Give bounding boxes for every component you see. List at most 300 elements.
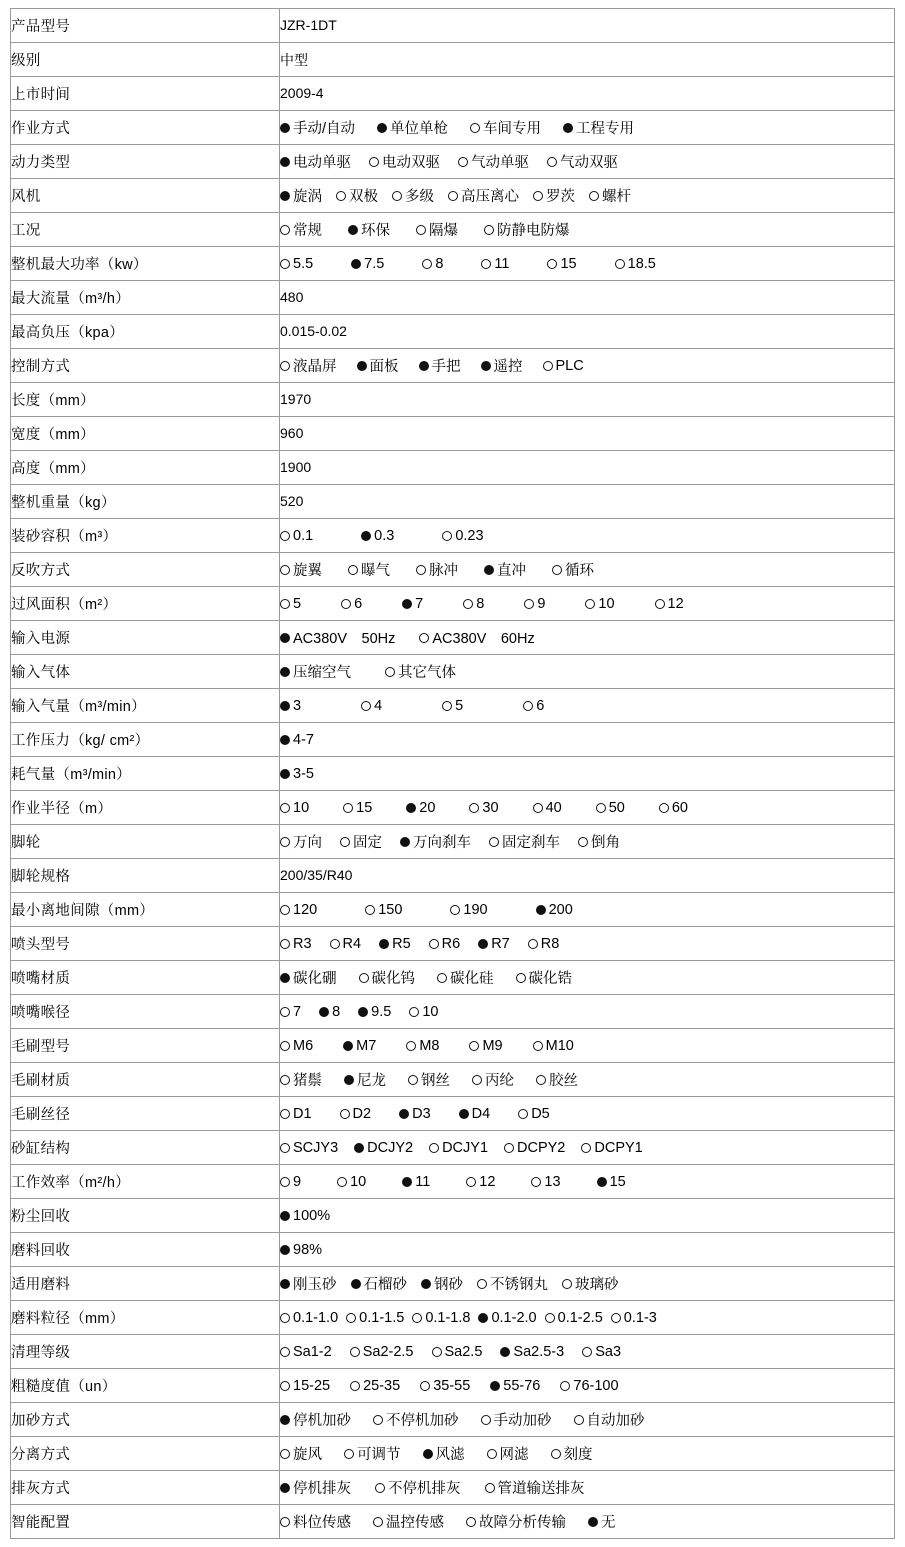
option-item[interactable] — [350, 1344, 414, 1360]
option-item[interactable] — [385, 661, 456, 682]
radio-unselected-icon[interactable] — [280, 1109, 290, 1119]
radio-selected-icon[interactable] — [478, 1313, 488, 1323]
option-item[interactable] — [348, 559, 390, 580]
option-item[interactable] — [432, 1344, 483, 1360]
radio-unselected-icon[interactable] — [533, 803, 543, 813]
option-item[interactable] — [350, 1378, 400, 1394]
radio-selected-icon[interactable] — [377, 123, 387, 133]
option-item[interactable] — [369, 151, 440, 172]
radio-selected-icon[interactable] — [419, 361, 429, 371]
option-item[interactable] — [344, 1443, 401, 1464]
radio-unselected-icon[interactable] — [518, 1109, 528, 1119]
option-item[interactable] — [280, 151, 351, 172]
option-item[interactable] — [489, 831, 560, 852]
radio-selected-icon[interactable] — [343, 1041, 353, 1051]
option-item[interactable] — [406, 800, 435, 816]
radio-selected-icon[interactable] — [402, 599, 412, 609]
option-item[interactable] — [280, 1140, 338, 1156]
option-item[interactable] — [596, 800, 625, 816]
option-item[interactable] — [280, 528, 313, 544]
option-item[interactable] — [377, 117, 448, 138]
option-item[interactable] — [280, 1409, 351, 1430]
radio-unselected-icon[interactable] — [280, 225, 290, 235]
option-item[interactable] — [359, 967, 416, 988]
radio-unselected-icon[interactable] — [524, 599, 534, 609]
option-item[interactable] — [280, 627, 395, 648]
option-item[interactable] — [504, 1140, 565, 1156]
radio-unselected-icon[interactable] — [392, 191, 402, 201]
option-item[interactable] — [611, 1310, 657, 1326]
option-item[interactable] — [399, 1106, 431, 1122]
option-item[interactable] — [481, 256, 509, 272]
radio-unselected-icon[interactable] — [442, 701, 452, 711]
radio-unselected-icon[interactable] — [406, 1041, 416, 1051]
option-item[interactable] — [470, 117, 541, 138]
radio-unselected-icon[interactable] — [450, 905, 460, 915]
option-item[interactable] — [523, 698, 544, 714]
option-item[interactable] — [357, 355, 399, 376]
option-item[interactable] — [552, 559, 594, 580]
option-item[interactable] — [330, 936, 362, 952]
radio-unselected-icon[interactable] — [536, 1075, 546, 1085]
radio-unselected-icon[interactable] — [484, 225, 494, 235]
radio-selected-icon[interactable] — [280, 701, 290, 711]
radio-unselected-icon[interactable] — [348, 565, 358, 575]
radio-selected-icon[interactable] — [484, 565, 494, 575]
option-item[interactable] — [280, 256, 313, 272]
option-item[interactable] — [361, 698, 382, 714]
option-item[interactable] — [341, 596, 362, 612]
radio-unselected-icon[interactable] — [280, 905, 290, 915]
radio-selected-icon[interactable] — [354, 1143, 364, 1153]
option-item[interactable] — [337, 1174, 366, 1190]
option-item[interactable] — [597, 1174, 626, 1190]
option-item[interactable] — [478, 1310, 536, 1326]
option-item[interactable] — [429, 1140, 488, 1156]
radio-unselected-icon[interactable] — [523, 701, 533, 711]
radio-selected-icon[interactable] — [402, 1177, 412, 1187]
radio-unselected-icon[interactable] — [373, 1517, 383, 1527]
radio-unselected-icon[interactable] — [659, 803, 669, 813]
radio-unselected-icon[interactable] — [437, 973, 447, 983]
radio-unselected-icon[interactable] — [412, 1313, 422, 1323]
radio-unselected-icon[interactable] — [375, 1483, 385, 1493]
radio-selected-icon[interactable] — [280, 667, 290, 677]
radio-selected-icon[interactable] — [280, 735, 290, 745]
option-item[interactable] — [466, 1174, 495, 1190]
radio-unselected-icon[interactable] — [458, 157, 468, 167]
radio-unselected-icon[interactable] — [442, 531, 452, 541]
radio-selected-icon[interactable] — [348, 225, 358, 235]
radio-selected-icon[interactable] — [500, 1347, 510, 1357]
radio-unselected-icon[interactable] — [280, 1517, 290, 1527]
radio-unselected-icon[interactable] — [280, 531, 290, 541]
option-item[interactable] — [481, 355, 523, 376]
option-item[interactable] — [429, 936, 461, 952]
radio-unselected-icon[interactable] — [585, 599, 595, 609]
option-item[interactable] — [659, 800, 688, 816]
radio-unselected-icon[interactable] — [408, 1075, 418, 1085]
option-item[interactable] — [280, 117, 355, 138]
option-item[interactable] — [344, 1069, 386, 1090]
option-item[interactable] — [419, 627, 534, 648]
radio-selected-icon[interactable] — [344, 1075, 354, 1085]
radio-unselected-icon[interactable] — [560, 1381, 570, 1391]
option-item[interactable] — [280, 831, 322, 852]
radio-unselected-icon[interactable] — [280, 1381, 290, 1391]
option-item[interactable] — [280, 732, 314, 748]
radio-selected-icon[interactable] — [280, 1415, 290, 1425]
radio-unselected-icon[interactable] — [420, 1381, 430, 1391]
radio-selected-icon[interactable] — [351, 259, 361, 269]
option-item[interactable] — [585, 596, 614, 612]
radio-unselected-icon[interactable] — [481, 1415, 491, 1425]
option-item[interactable] — [402, 596, 423, 612]
radio-unselected-icon[interactable] — [330, 939, 340, 949]
option-item[interactable] — [280, 1242, 322, 1258]
radio-unselected-icon[interactable] — [466, 1177, 476, 1187]
option-item[interactable] — [500, 1344, 564, 1360]
option-item[interactable] — [481, 1409, 552, 1430]
option-item[interactable] — [524, 596, 545, 612]
radio-unselected-icon[interactable] — [596, 803, 606, 813]
option-item[interactable] — [551, 1443, 593, 1464]
option-item[interactable] — [340, 1106, 372, 1122]
radio-selected-icon[interactable] — [400, 837, 410, 847]
option-item[interactable] — [484, 219, 570, 240]
option-item[interactable] — [280, 219, 322, 240]
radio-unselected-icon[interactable] — [280, 1041, 290, 1051]
option-item[interactable] — [615, 256, 656, 272]
option-item[interactable] — [280, 661, 351, 682]
option-item[interactable] — [420, 1378, 470, 1394]
radio-unselected-icon[interactable] — [429, 939, 439, 949]
radio-unselected-icon[interactable] — [280, 803, 290, 813]
radio-selected-icon[interactable] — [280, 123, 290, 133]
option-item[interactable] — [402, 1174, 430, 1190]
option-item[interactable] — [280, 800, 309, 816]
option-item[interactable] — [280, 1174, 301, 1190]
option-item[interactable] — [280, 698, 301, 714]
option-item[interactable] — [319, 1004, 340, 1020]
radio-selected-icon[interactable] — [406, 803, 416, 813]
radio-unselected-icon[interactable] — [562, 1279, 572, 1289]
radio-unselected-icon[interactable] — [472, 1075, 482, 1085]
option-item[interactable] — [280, 1344, 332, 1360]
radio-selected-icon[interactable] — [459, 1109, 469, 1119]
option-item[interactable] — [280, 1106, 312, 1122]
option-item[interactable] — [533, 185, 575, 206]
radio-unselected-icon[interactable] — [469, 803, 479, 813]
radio-unselected-icon[interactable] — [551, 1449, 561, 1459]
radio-unselected-icon[interactable] — [280, 1347, 290, 1357]
option-item[interactable] — [340, 831, 382, 852]
radio-unselected-icon[interactable] — [533, 191, 543, 201]
option-item[interactable] — [484, 559, 526, 580]
radio-unselected-icon[interactable] — [280, 1449, 290, 1459]
option-item[interactable] — [416, 559, 458, 580]
radio-unselected-icon[interactable] — [373, 1415, 383, 1425]
option-item[interactable] — [423, 1443, 465, 1464]
option-item[interactable] — [547, 256, 576, 272]
radio-unselected-icon[interactable] — [280, 361, 290, 371]
radio-unselected-icon[interactable] — [340, 1109, 350, 1119]
radio-unselected-icon[interactable] — [655, 599, 665, 609]
radio-unselected-icon[interactable] — [574, 1415, 584, 1425]
radio-selected-icon[interactable] — [280, 157, 290, 167]
option-item[interactable] — [280, 967, 337, 988]
radio-unselected-icon[interactable] — [385, 667, 395, 677]
option-item[interactable] — [578, 831, 620, 852]
radio-selected-icon[interactable] — [280, 1245, 290, 1255]
option-item[interactable] — [442, 528, 483, 544]
radio-unselected-icon[interactable] — [531, 1177, 541, 1187]
radio-unselected-icon[interactable] — [528, 939, 538, 949]
radio-unselected-icon[interactable] — [589, 191, 599, 201]
radio-unselected-icon[interactable] — [432, 1347, 442, 1357]
radio-selected-icon[interactable] — [358, 1007, 368, 1017]
option-item[interactable] — [336, 185, 378, 206]
option-item[interactable] — [412, 1310, 470, 1326]
radio-unselected-icon[interactable] — [487, 1449, 497, 1459]
option-item[interactable] — [280, 1069, 322, 1090]
option-item[interactable] — [485, 1477, 585, 1498]
option-item[interactable] — [574, 1409, 645, 1430]
radio-unselected-icon[interactable] — [448, 191, 458, 201]
radio-unselected-icon[interactable] — [477, 1279, 487, 1289]
option-item[interactable] — [280, 185, 322, 206]
option-item[interactable] — [477, 1273, 548, 1294]
radio-unselected-icon[interactable] — [545, 1313, 555, 1323]
option-item[interactable] — [562, 1273, 619, 1294]
radio-unselected-icon[interactable] — [343, 803, 353, 813]
radio-unselected-icon[interactable] — [280, 1313, 290, 1323]
option-item[interactable] — [280, 902, 317, 918]
radio-unselected-icon[interactable] — [416, 225, 426, 235]
option-item[interactable] — [560, 1378, 618, 1394]
radio-selected-icon[interactable] — [536, 905, 546, 915]
option-item[interactable] — [589, 185, 631, 206]
option-item[interactable] — [582, 1344, 621, 1360]
option-item[interactable] — [280, 1004, 301, 1020]
option-item[interactable] — [416, 219, 458, 240]
radio-selected-icon[interactable] — [481, 361, 491, 371]
radio-unselected-icon[interactable] — [422, 259, 432, 269]
radio-unselected-icon[interactable] — [280, 259, 290, 269]
option-item[interactable] — [280, 1477, 351, 1498]
option-item[interactable] — [563, 117, 634, 138]
radio-unselected-icon[interactable] — [416, 565, 426, 575]
option-item[interactable] — [280, 1378, 330, 1394]
radio-unselected-icon[interactable] — [280, 837, 290, 847]
radio-unselected-icon[interactable] — [365, 905, 375, 915]
radio-unselected-icon[interactable] — [469, 1041, 479, 1051]
radio-selected-icon[interactable] — [588, 1517, 598, 1527]
radio-selected-icon[interactable] — [280, 1211, 290, 1221]
option-item[interactable] — [280, 1038, 313, 1054]
radio-unselected-icon[interactable] — [280, 1075, 290, 1085]
radio-unselected-icon[interactable] — [463, 599, 473, 609]
option-item[interactable] — [450, 902, 487, 918]
radio-unselected-icon[interactable] — [547, 157, 557, 167]
radio-selected-icon[interactable] — [280, 769, 290, 779]
option-item[interactable] — [536, 1069, 578, 1090]
radio-unselected-icon[interactable] — [419, 633, 429, 643]
option-item[interactable] — [472, 1069, 514, 1090]
option-item[interactable] — [478, 936, 510, 952]
radio-selected-icon[interactable] — [357, 361, 367, 371]
option-item[interactable] — [581, 1140, 642, 1156]
option-item[interactable] — [487, 1443, 529, 1464]
option-item[interactable] — [280, 1443, 322, 1464]
option-item[interactable] — [419, 355, 461, 376]
option-item[interactable] — [280, 596, 301, 612]
radio-selected-icon[interactable] — [280, 633, 290, 643]
option-item[interactable] — [358, 1004, 391, 1020]
option-item[interactable] — [448, 185, 519, 206]
option-item[interactable] — [469, 800, 498, 816]
option-item[interactable] — [545, 1310, 603, 1326]
radio-unselected-icon[interactable] — [578, 837, 588, 847]
radio-unselected-icon[interactable] — [615, 259, 625, 269]
radio-selected-icon[interactable] — [379, 939, 389, 949]
option-item[interactable] — [379, 936, 411, 952]
option-item[interactable] — [516, 967, 573, 988]
option-item[interactable] — [343, 1038, 376, 1054]
option-item[interactable] — [531, 1174, 560, 1190]
radio-unselected-icon[interactable] — [466, 1517, 476, 1527]
option-item[interactable] — [351, 1273, 408, 1294]
option-item[interactable] — [400, 831, 471, 852]
option-item[interactable] — [343, 800, 372, 816]
radio-selected-icon[interactable] — [478, 939, 488, 949]
radio-unselected-icon[interactable] — [470, 123, 480, 133]
radio-unselected-icon[interactable] — [280, 1177, 290, 1187]
radio-selected-icon[interactable] — [319, 1007, 329, 1017]
radio-unselected-icon[interactable] — [280, 939, 290, 949]
option-item[interactable] — [533, 800, 562, 816]
radio-unselected-icon[interactable] — [582, 1347, 592, 1357]
radio-unselected-icon[interactable] — [369, 157, 379, 167]
option-item[interactable] — [354, 1140, 413, 1156]
radio-unselected-icon[interactable] — [280, 1007, 290, 1017]
radio-unselected-icon[interactable] — [350, 1347, 360, 1357]
radio-selected-icon[interactable] — [490, 1381, 500, 1391]
radio-unselected-icon[interactable] — [485, 1483, 495, 1493]
option-item[interactable] — [409, 1004, 438, 1020]
radio-unselected-icon[interactable] — [547, 259, 557, 269]
radio-selected-icon[interactable] — [597, 1177, 607, 1187]
option-item[interactable] — [442, 698, 463, 714]
option-item[interactable] — [466, 1511, 566, 1532]
option-item[interactable] — [280, 1310, 338, 1326]
option-item[interactable] — [280, 1273, 337, 1294]
option-item[interactable] — [459, 1106, 491, 1122]
radio-unselected-icon[interactable] — [340, 837, 350, 847]
table-row — [11, 1267, 895, 1301]
radio-unselected-icon[interactable] — [611, 1313, 621, 1323]
radio-unselected-icon[interactable] — [504, 1143, 514, 1153]
radio-unselected-icon[interactable] — [341, 599, 351, 609]
radio-unselected-icon[interactable] — [552, 565, 562, 575]
radio-unselected-icon[interactable] — [344, 1449, 354, 1459]
radio-unselected-icon[interactable] — [350, 1381, 360, 1391]
option-item[interactable] — [588, 1511, 616, 1532]
option-item[interactable] — [421, 1273, 463, 1294]
radio-unselected-icon[interactable] — [280, 1143, 290, 1153]
radio-selected-icon[interactable] — [399, 1109, 409, 1119]
radio-selected-icon[interactable] — [563, 123, 573, 133]
radio-unselected-icon[interactable] — [336, 191, 346, 201]
option-item[interactable] — [280, 1511, 351, 1532]
option-item[interactable] — [543, 358, 584, 374]
radio-unselected-icon[interactable] — [581, 1143, 591, 1153]
option-item[interactable] — [361, 528, 394, 544]
option-item[interactable] — [406, 1038, 439, 1054]
radio-unselected-icon[interactable] — [280, 599, 290, 609]
option-item[interactable] — [463, 596, 484, 612]
radio-selected-icon[interactable] — [280, 191, 290, 201]
option-item[interactable] — [533, 1038, 574, 1054]
radio-selected-icon[interactable] — [361, 531, 371, 541]
radio-selected-icon[interactable] — [423, 1449, 433, 1459]
radio-selected-icon[interactable] — [280, 1483, 290, 1493]
option-item[interactable] — [469, 1038, 502, 1054]
option-item[interactable] — [655, 596, 684, 612]
radio-selected-icon[interactable] — [421, 1279, 431, 1289]
radio-unselected-icon[interactable] — [409, 1007, 419, 1017]
option-item[interactable] — [437, 967, 494, 988]
radio-unselected-icon[interactable] — [543, 361, 553, 371]
option-item[interactable] — [346, 1310, 404, 1326]
radio-unselected-icon[interactable] — [533, 1041, 543, 1051]
option-item[interactable] — [528, 936, 560, 952]
radio-unselected-icon[interactable] — [346, 1313, 356, 1323]
option-item[interactable] — [280, 936, 312, 952]
radio-unselected-icon[interactable] — [361, 701, 371, 711]
option-item[interactable] — [408, 1069, 450, 1090]
option-item[interactable] — [280, 1208, 330, 1224]
option-item[interactable] — [375, 1477, 461, 1498]
option-item[interactable] — [392, 185, 434, 206]
radio-unselected-icon[interactable] — [280, 565, 290, 575]
option-item[interactable] — [373, 1409, 459, 1430]
option-item[interactable] — [518, 1106, 550, 1122]
radio-selected-icon[interactable] — [280, 1279, 290, 1289]
option-item[interactable] — [365, 902, 402, 918]
option-item[interactable] — [422, 256, 443, 272]
option-item[interactable] — [547, 151, 618, 172]
radio-unselected-icon[interactable] — [429, 1143, 439, 1153]
radio-unselected-icon[interactable] — [337, 1177, 347, 1187]
radio-unselected-icon[interactable] — [481, 259, 491, 269]
option-label: 8 — [476, 595, 485, 612]
option-item[interactable] — [348, 219, 390, 240]
option-item[interactable] — [490, 1378, 540, 1394]
option-item[interactable] — [280, 355, 337, 376]
option-item[interactable] — [280, 559, 322, 580]
radio-selected-icon[interactable] — [351, 1279, 361, 1289]
option-item[interactable] — [458, 151, 529, 172]
option-item[interactable] — [351, 256, 384, 272]
option-item[interactable] — [373, 1511, 444, 1532]
option-item[interactable] — [536, 902, 573, 918]
radio-selected-icon[interactable] — [280, 973, 290, 983]
option-item[interactable] — [280, 766, 314, 782]
radio-unselected-icon[interactable] — [516, 973, 526, 983]
radio-unselected-icon[interactable] — [359, 973, 369, 983]
radio-unselected-icon[interactable] — [489, 837, 499, 847]
